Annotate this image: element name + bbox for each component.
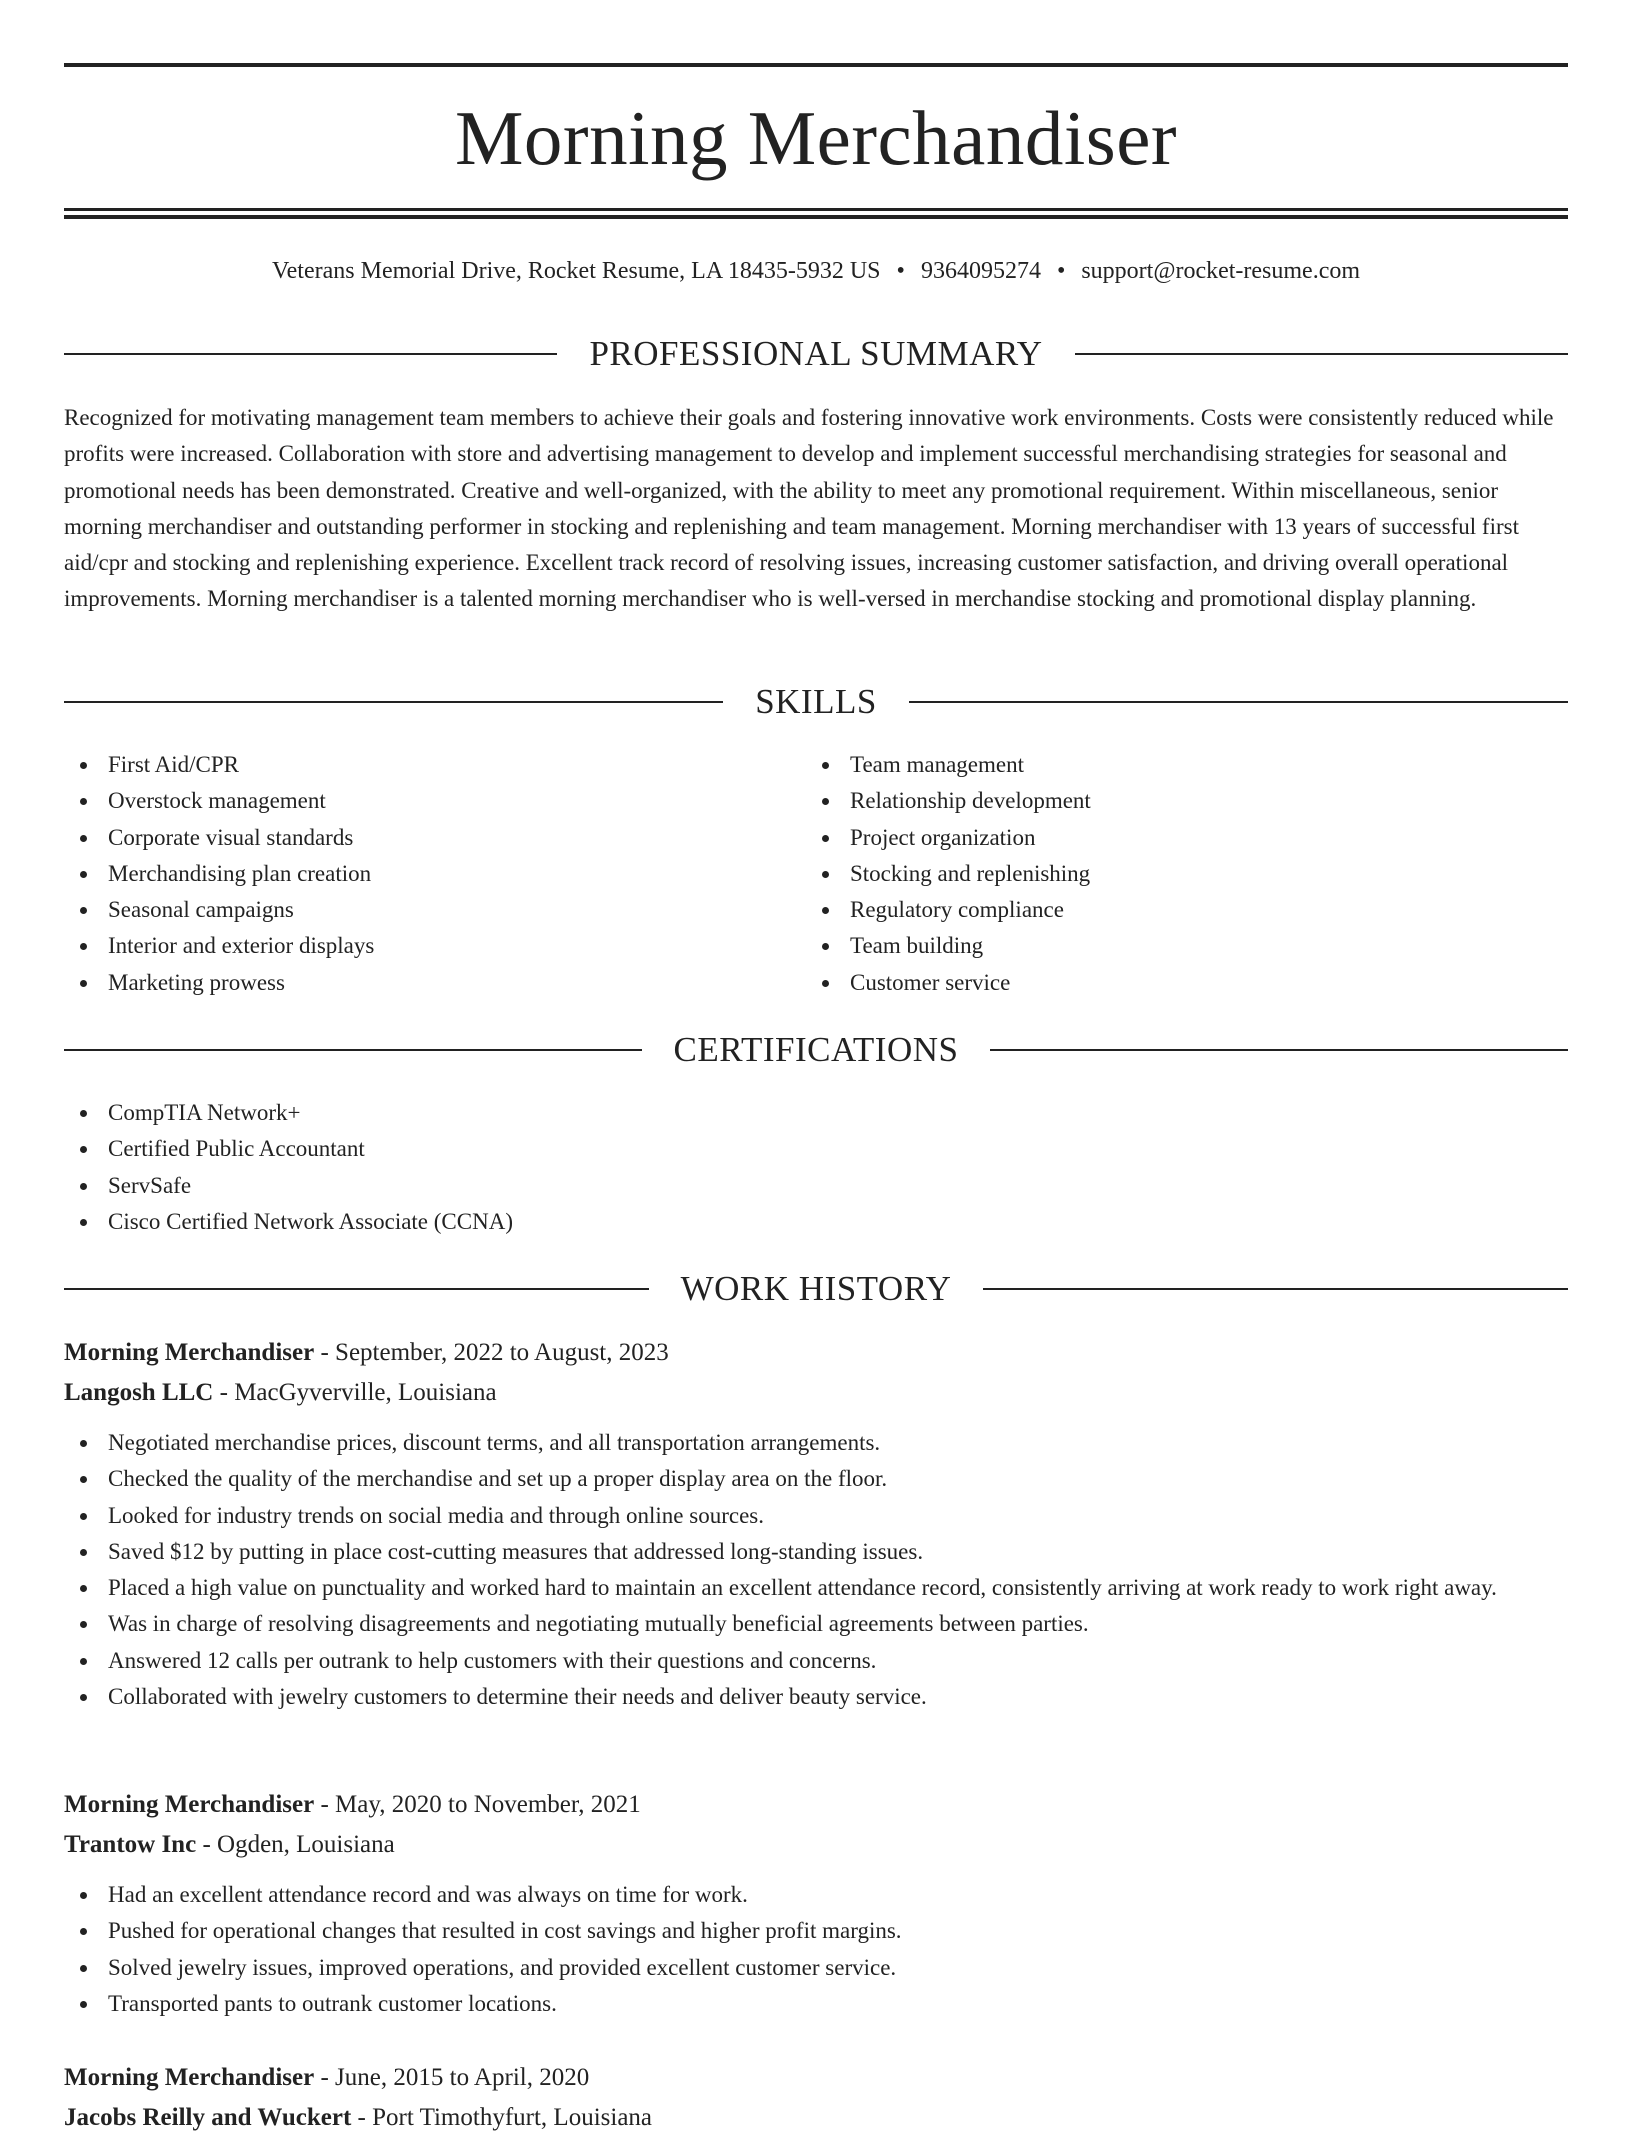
heading-rule-left [64,1288,649,1290]
job-company-line [64,1825,1568,1865]
skill-item: Team building [806,928,1566,964]
top-rule [64,63,1568,67]
job-title-line [64,1333,1568,1373]
work-heading-text: WORK HISTORY [680,1269,952,1308]
candidate-name: Morning Merchandiser [454,95,1178,181]
skill-item: Seasonal campaigns [64,892,804,928]
job-dates: - May, 2020 to November, 2021 [314,1791,641,1818]
contact-separator: • [896,258,905,284]
heading-rule-left [64,353,557,355]
certifications-heading-text: CERTIFICATIONS [673,1030,959,1069]
job-bullet: Solved jewelry issues, improved operations, and provided excellent customer service. [64,1950,1568,1986]
job-company-line [64,1373,1568,1413]
job-bullet: Answered 12 calls per outrank to help customers with their questions and concerns. [64,1643,1568,1679]
skill-item: First Aid/CPR [64,747,804,783]
skill-item: Stocking and replenishing [806,856,1566,892]
skill-item: Regulatory compliance [806,892,1566,928]
contact-address: Veterans Memorial Drive, Rocket Resume, LA 18435-5932 US [271,258,881,284]
certification-item: ServSafe [64,1168,1568,1204]
job-bullet: Looked for industry trends on social media and through online sources. [64,1498,1568,1534]
heading-rule-right [983,1288,1568,1290]
summary-heading-text: PROFESSIONAL SUMMARY [589,334,1043,373]
job-entry [64,1333,1568,1715]
job-location: - Port Timothyfurt, Louisiana [351,2104,653,2131]
job-title: Morning Merchandiser [64,1339,315,1366]
heading-rule-left [64,701,723,703]
skills-heading [64,680,1568,724]
skill-item: Overstock management [64,783,804,819]
job-bullets [64,1877,1568,2022]
skill-item: Corporate visual standards [64,820,804,856]
job-bullet: Placed a high value on punctuality and worked hard to maintain an excellent attendance record, consistently arriving at work ready to work right away. [64,1570,1568,1606]
skill-item: Marketing prowess [64,965,804,1001]
job-title-line [64,2058,1568,2098]
job-company-line [64,2098,1568,2138]
job-location: - Ogden, Louisiana [196,1831,395,1858]
job-company: Langosh LLC [64,1379,214,1406]
job-dates: - June, 2015 to April, 2020 [314,2064,590,2091]
heading-rule-right [1075,353,1568,355]
job-company: Jacobs Reilly and Wuckert [64,2104,352,2131]
certification-item: Cisco Certified Network Associate (CCNA) [64,1204,1568,1240]
work-heading [64,1267,1568,1311]
name-rule-upper [64,208,1568,211]
job-bullet: Transported pants to outrank customer locations. [64,1986,1568,2022]
certifications-list [64,1095,1568,1240]
contact-phone: 9364095274 [920,258,1041,284]
contact-line [64,255,1568,287]
certifications-heading [64,1028,1568,1072]
skill-item: Project organization [806,820,1566,856]
job-bullet: Pushed for operational changes that resulted in cost savings and higher profit margins. [64,1913,1568,1949]
summary-heading [64,332,1568,376]
certification-item: CompTIA Network+ [64,1095,1568,1131]
job-bullet: Had an excellent attendance record and was always on time for work. [64,1877,1568,1913]
skill-item: Relationship development [806,783,1566,819]
job-company: Trantow Inc [64,1831,197,1858]
contact-email: support@rocket-resume.com [1081,258,1361,284]
heading-rule-right [909,701,1568,703]
job-bullet: Negotiated merchandise prices, discount terms, and all transportation arrangements. [64,1425,1568,1461]
heading-rule-left [64,1049,642,1051]
job-title: Morning Merchandiser [64,2064,315,2091]
job-title-line [64,1785,1568,1825]
skills-heading-text: SKILLS [755,682,877,721]
job-bullet: Checked the quality of the merchandise and set up a proper display area on the floor. [64,1461,1568,1497]
skill-item: Team management [806,747,1566,783]
skill-item: Customer service [806,965,1566,1001]
job-entry [64,1785,1568,2022]
name-rule-lower [64,215,1568,219]
contact-separator: • [1056,258,1066,284]
skill-item: Merchandising plan creation [64,856,804,892]
job-location: - MacGyverville, Louisiana [213,1379,497,1406]
skill-item: Interior and exterior displays [64,928,804,964]
certification-item: Certified Public Accountant [64,1131,1568,1167]
summary-paragraph: Recognized for motivating management team members to achieve their goals and fostering innovative work environments. Costs were consistently reduced while profits were increased. Collaboration with store and advertising management to develop and implement successful merchandising strategies for seasonal and promotional needs has been demonstrated. Creative and well-organized, with the ability to meet any promotional requirement. Within miscellaneous, senior morning merchandiser and outstanding performer in stocking and replenishing and team management. Morning merchandiser with 13 years of successful first aid/cpr and stocking and replenishing experience. Excellent track record of resolving issues, increasing customer satisfaction, and driving overall operational improvements. Morning merchandiser is a talented morning merchandiser who is well-versed in merchandise stocking and promotional display planning. [64,405,1554,612]
job-bullets [64,1425,1568,1715]
job-title: Morning Merchandiser [64,1791,315,1818]
skills-list-right [806,747,1566,1001]
job-bullet: Was in charge of resolving disagreements and negotiating mutually beneficial agreements between parties. [64,1606,1568,1642]
job-bullet: Collaborated with jewelry customers to determine their needs and deliver beauty service. [64,1679,1568,1715]
heading-rule-right [990,1049,1568,1051]
job-dates: - September, 2022 to August, 2023 [314,1339,669,1366]
job-bullet: Saved $12 by putting in place cost-cutting measures that addressed long-standing issues. [64,1534,1568,1570]
skills-list-left [64,747,804,1001]
job-entry [64,2058,1568,2138]
